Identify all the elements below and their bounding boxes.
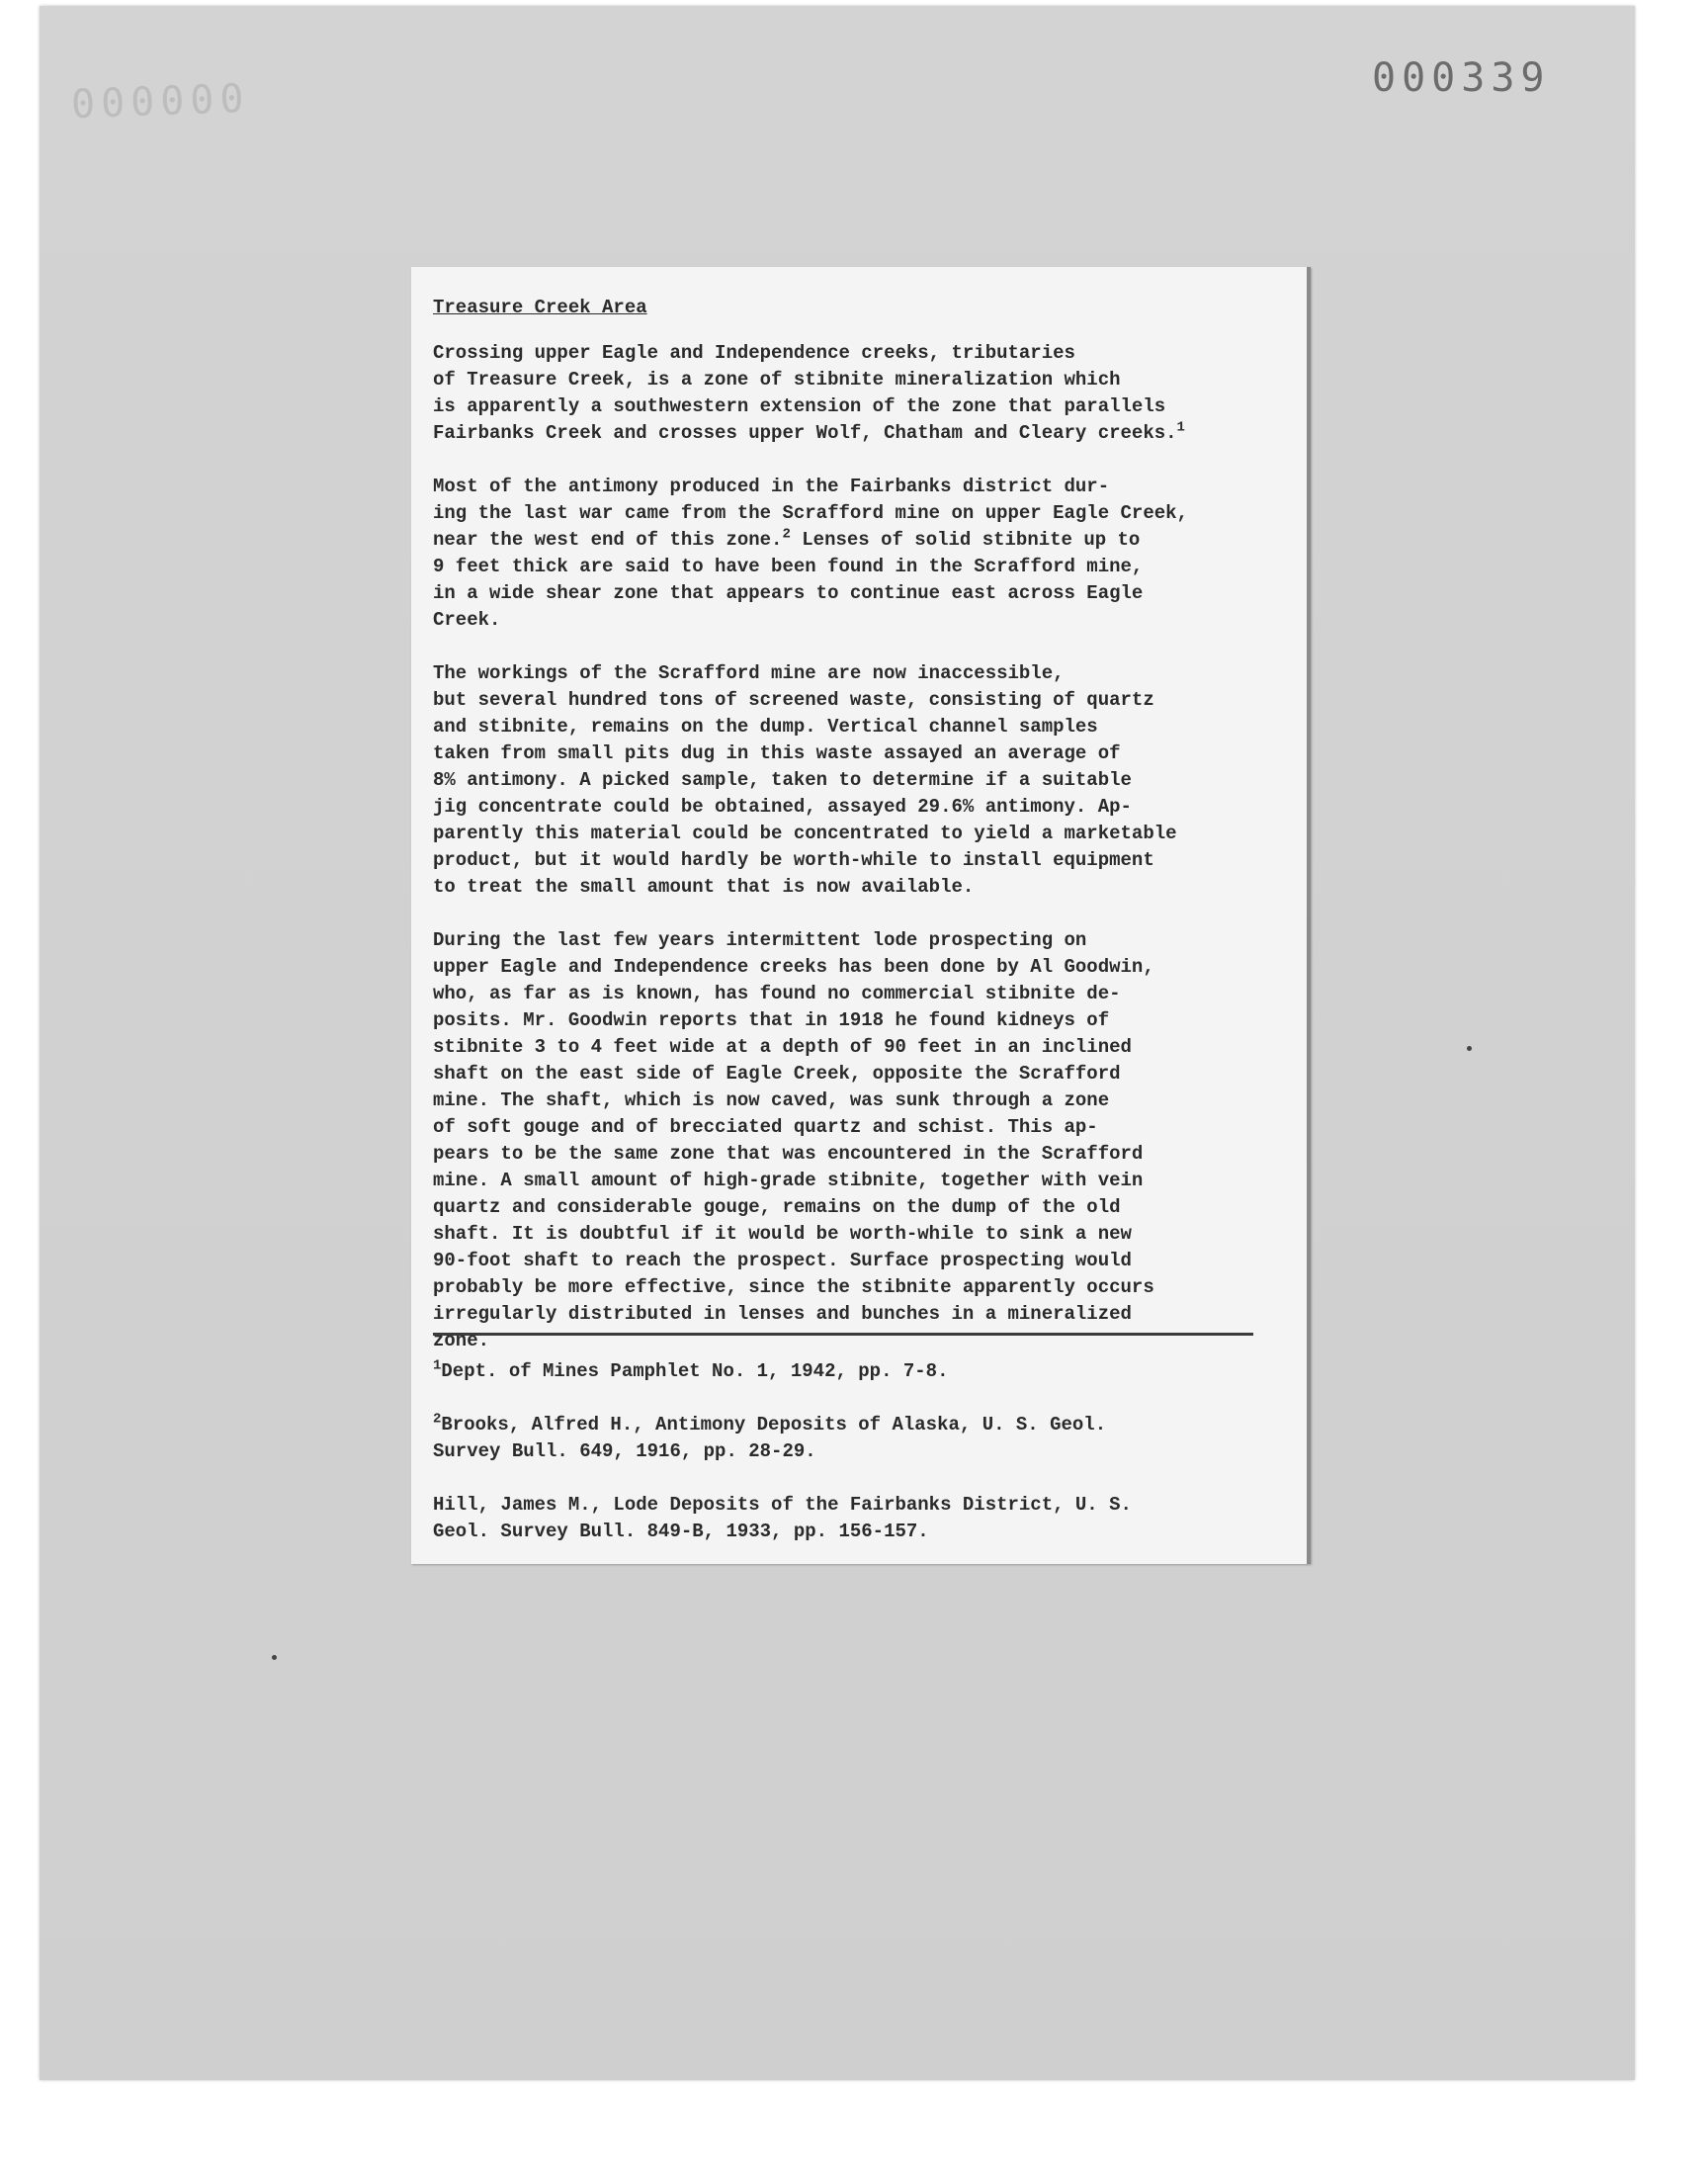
footnote-1: [433, 1358, 1283, 1385]
paragraph-1: [433, 340, 1283, 447]
footnote-ref-2: 2: [782, 526, 791, 543]
paragraph-2-after: Lenses of solid stibnite up to 9 feet thick are said to have been found in the Scrafford mine, in a wide shear zone that appears to continue east across Eagle Creek.: [433, 529, 1144, 631]
footnote-2-text: Brooks, Alfred H., Antimony Deposits of Alaska, U. S. Geol. Survey Bull. 649, 1916, pp. 28-29.: [433, 1414, 1107, 1462]
typewritten-page: [411, 267, 1311, 1564]
page-number-stamp: 000339: [1372, 55, 1551, 101]
faint-page-stamp: 000000: [70, 75, 251, 129]
section-heading: Treasure Creek Area: [433, 297, 647, 318]
footnote-3-text: Hill, James M., Lode Deposits of the Fairbanks District, U. S. Geol. Survey Bull. 849-B, 1933, pp. 156-157.: [433, 1494, 1132, 1542]
footnote-1-text: Dept. of Mines Pamphlet No. 1, 1942, pp. 7-8.: [441, 1360, 949, 1382]
footnotes: [433, 1358, 1283, 1572]
footnote-marker-1: 1: [433, 1357, 442, 1374]
paragraph-4-text: During the last few years intermittent lode prospecting on upper Eagle and Independence creeks has been done by Al Goodwin, who, as far as is known, has found no commercial stibnite de- posits. Mr. Goodwin reports that in 1918 he found kidneys of stibnite 3 to 4 feet wide at a depth of 90 feet in an inclined shaft on the east side of Eagle Creek, opposite the Scrafford mine. The shaft, which is now caved, was sunk through a zone of soft gouge and of brecciated quartz and schist. This ap- pears to be the same zone that was encountered in the Scrafford mine. A small amount of high-grade stibnite, together with vein quartz and considerable gouge, remains on the dump of the old shaft. It is doubtful if it would be worth-while to sink a new 90-foot shaft to reach the prospect. Surface prospecting would probably be more effective, since the stibnite apparently occurs irregularly distributed in lenses and bunches in a mineralized zone.: [433, 929, 1154, 1351]
paragraph-4: [433, 927, 1283, 1354]
paragraph-2-text: Most of the antimony produced in the Fairbanks district dur- ing the last war came from the Scrafford mine on upper Eagle Creek, near the west end of this zone.: [433, 476, 1188, 551]
scan-speck: [272, 1655, 277, 1660]
footnote-ref-1: 1: [1176, 419, 1185, 436]
scan-speck: [1467, 1046, 1472, 1051]
paragraph-3: [433, 660, 1283, 901]
footnote-2: [433, 1412, 1283, 1465]
paragraph-3-text: The workings of the Scrafford mine are now inaccessible, but several hundred tons of screened waste, consisting of quartz and stibnite, remains on the dump. Vertical channel samples taken from small pits dug in this waste assayed an average of 8% antimony. A picked sample, taken to determine if a suitable jig concentrate could be obtained, assayed 29.6% antimony. Ap- parently this material could be concentrated to yield a marketable product, but it would hardly be worth-while to install equipment to treat the small amount that is now available.: [433, 662, 1177, 898]
footnote-3: [433, 1492, 1283, 1545]
paragraph-2: [433, 474, 1283, 634]
footnote-divider: [433, 1333, 1253, 1336]
body-text: [433, 340, 1283, 1381]
paragraph-1-text: Crossing upper Eagle and Independence creeks, tributaries of Treasure Creek, is a zone of stibnite mineralization which is apparently a southwestern extension of the zone that parallels Fairbanks Creek and crosses upper Wolf, Chatham and Cleary creeks.: [433, 342, 1177, 444]
footnote-marker-2: 2: [433, 1411, 442, 1428]
